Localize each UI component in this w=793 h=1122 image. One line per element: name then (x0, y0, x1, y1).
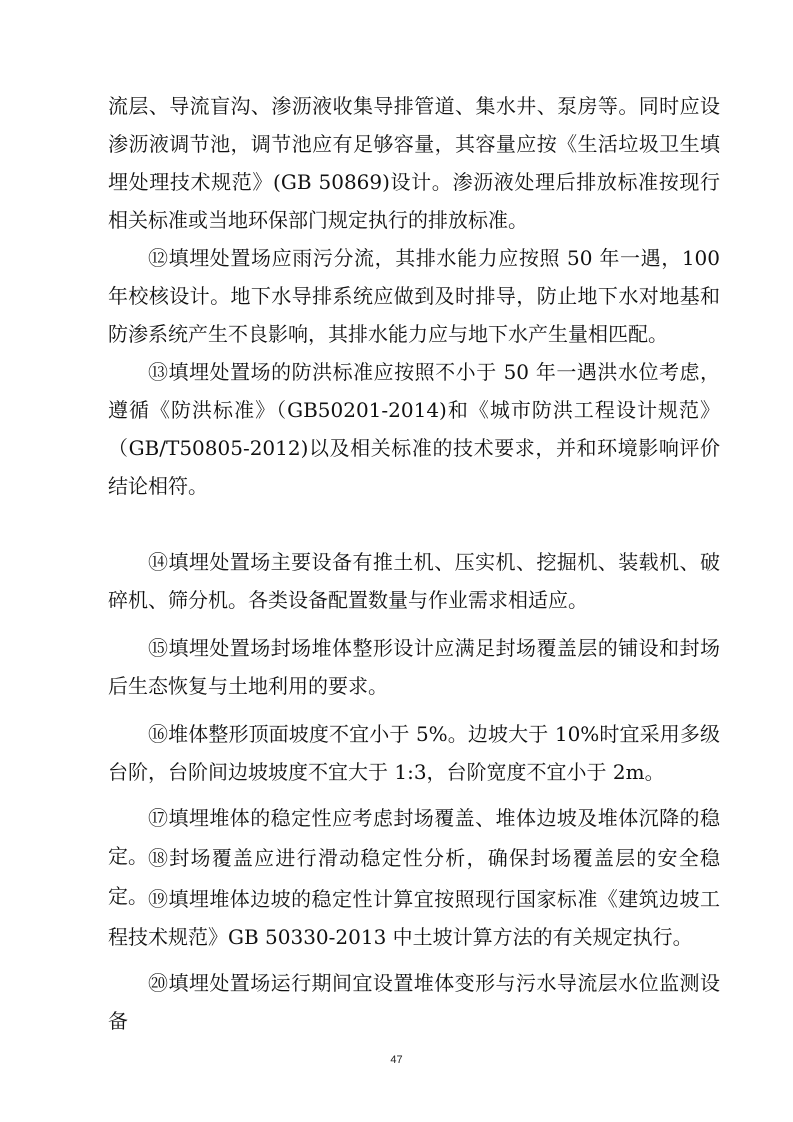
paragraph-item-12: ⑫填埋处置场应雨污分流，其排水能力应按照 50 年一遇，100 年校核设计。地下水导排系统应做到及时排导，防止地下水对地基和防渗系统产生不良影响，其排水能力应与地下水产生量相匹配。 (108, 246, 720, 346)
paragraph-leachate-system: 流层、导流盲沟、渗沥液收集导排管道、集水井、泵房等。同时应设渗沥液调节池，调节池应有足够容量，其容量应按《生活垃圾卫生填埋处理技术规范》(GB 50869)设计。渗沥液处理后排放标准按现行相关标准或当地环保部门规定执行的排放标准。 (108, 94, 720, 232)
paragraph-item-16: ⑯堆体整形顶面坡度不宜小于 5%。边坡大于 10%时宜采用多级台阶，台阶间边坡坡度不宜大于 1:3，台阶宽度不宜小于 2m。 (108, 722, 720, 784)
paragraph-item-15: ⑮填埋处置场封场堆体整形设计应满足封场覆盖层的铺设和封场后生态恢复与土地利用的要求。 (108, 636, 720, 698)
paragraph-item-19: ⑲填埋堆体边坡的稳定性计算宜按照现行国家标准《建筑边坡工程技术规范》GB 50330-2013 中土坡计算方法的有关规定执行。 (108, 887, 720, 949)
page-number: 47 (390, 1054, 403, 1066)
paragraph-item-17: ⑰填埋堆体的稳定性应考虑封场覆盖、堆体边坡及堆体沉降的稳定。 (108, 806, 720, 868)
paragraph-item-14: ⑭填埋处置场主要设备有推土机、压实机、挖掘机、装载机、破碎机、筛分机。各类设备配置数量与作业需求相适应。 (108, 550, 720, 612)
paragraph-item-20: ⑳填埋处置场运行期间宜设置堆体变形与污水导流层水位监测设备 (108, 971, 720, 1033)
paragraph-item-13: ⑬填埋处置场的防洪标准应按照不小于 50 年一遇洪水位考虑，遵循《防洪标准》（GB50201-2014)和《城市防洪工程设计规范》（GB/T50805-2012)以及相关标准的技术要求，并和环境影响评价结论相符。 (108, 360, 720, 498)
paragraph-item-18: ⑱封场覆盖应进行滑动稳定性分析，确保封场覆盖层的安全稳定。 (108, 846, 720, 908)
